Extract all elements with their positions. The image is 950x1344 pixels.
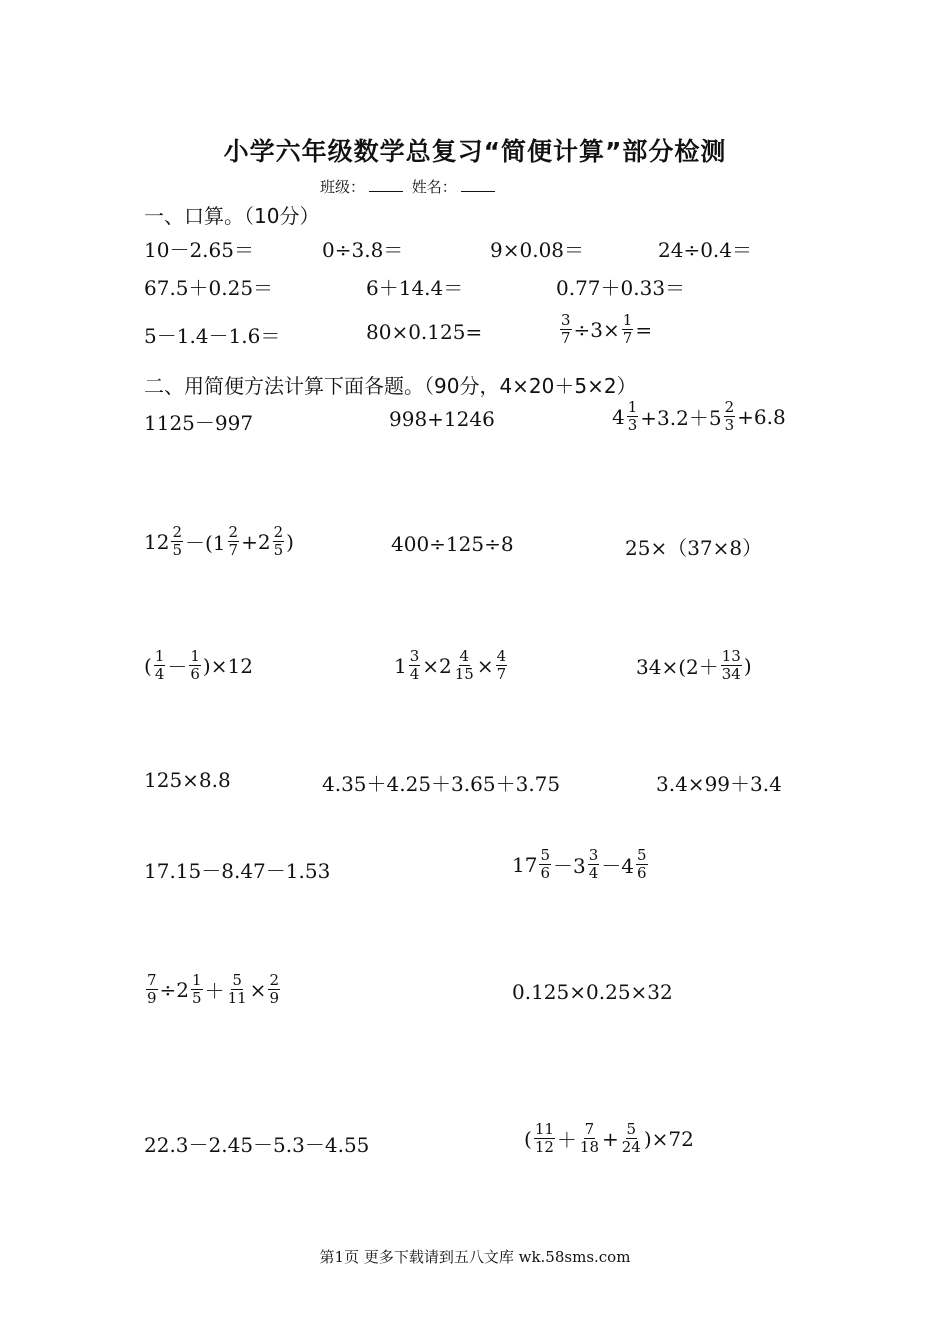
- calc-problem: 0.125×0.25×32: [512, 980, 673, 1004]
- oral-problem: 67.5＋0.25＝: [144, 276, 274, 300]
- calc-problem: 17.15－8.47－1.53: [144, 859, 331, 883]
- oral-problem: 80×0.125=: [366, 320, 483, 344]
- calc-problem: 4 $\frac{1}{3}$ +3.2＋5 $\frac{2}{3}$ +6.8: [612, 398, 786, 434]
- oral-problem: 9×0.08＝: [490, 238, 585, 262]
- calc-problem: 17 $\frac{5}{6}$ －3 $\frac{3}{4}$ －4 $\frac{5}{6}$: [512, 846, 647, 882]
- oral-problem: 5－1.4－1.6＝: [144, 324, 281, 348]
- calc-problem: $\frac{7}{9}$ ÷2 $\frac{1}{5}$ ＋ $\frac{5}{11}$ × $\frac{2}{9}$: [147, 971, 279, 1007]
- calc-problem: 12 $\frac{2}{5}$ －(1 $\frac{2}{7}$ +2 $\frac{2}{5}$ ): [144, 523, 294, 559]
- calc-problem: 22.3－2.45－5.3－4.55: [144, 1133, 370, 1157]
- calc-problem: 25×（37×8）: [625, 536, 763, 560]
- oral-problem: 10－2.65＝: [144, 238, 254, 262]
- calc-problem: ( $\frac{11}{12}$ ＋ $\frac{7}{18}$ + $\frac{5}{24}$ )×72: [524, 1120, 694, 1156]
- calc-problem: 1125－997: [144, 411, 254, 435]
- calc-problem: 4.35＋4.25＋3.65＋3.75: [322, 772, 561, 796]
- oral-problem: 6＋14.4＝: [366, 276, 464, 300]
- class-label: 班级：: [320, 178, 366, 196]
- name-blank: [461, 191, 495, 192]
- calc-problem: 34×(2＋ $\frac{13}{34}$ ): [636, 647, 752, 683]
- page-title: 小学六年级数学总复习“简便计算”部分检测: [223, 137, 727, 166]
- class-blank: [369, 191, 403, 192]
- calc-problem: 400÷125÷8: [391, 532, 514, 556]
- section2-heading: 二、用简便方法计算下面各题。（90分，4×20＋5×2）: [144, 374, 637, 398]
- oral-problem: 0÷3.8＝: [322, 238, 404, 262]
- section1-heading: 一、口算。（10分）: [144, 204, 320, 228]
- page-footer: 第1页 更多下载请到五八文库 wk.58sms.com: [319, 1248, 631, 1266]
- calc-problem: ( $\frac{1}{4}$ － $\frac{1}{6}$ )×12: [144, 647, 253, 683]
- oral-problem: $\frac{3}{7}$ ÷3× $\frac{1}{7}$ =: [561, 311, 653, 347]
- calc-problem: 3.4×99＋3.4: [656, 772, 782, 796]
- oral-problem: 24÷0.4＝: [658, 238, 753, 262]
- oral-problem: 0.77＋0.33＝: [556, 276, 686, 300]
- student-info: [320, 176, 499, 197]
- calc-problem: 125×8.8: [144, 768, 231, 792]
- calc-problem: 1 $\frac{3}{4}$ ×2 $\frac{4}{15}$ × $\frac{4}{7}$: [394, 647, 507, 683]
- name-label: 姓名：: [411, 178, 457, 196]
- calc-problem: 998+1246: [389, 407, 495, 431]
